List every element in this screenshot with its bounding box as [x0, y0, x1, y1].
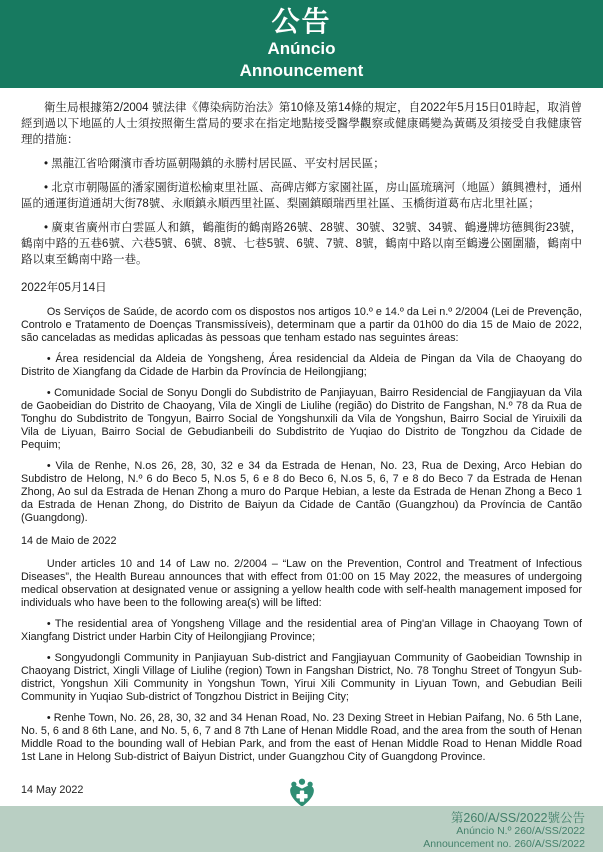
chinese-date: 2022年05月14日	[21, 282, 107, 294]
reference-number-english: Announcement no. 260/A/SS/2022	[423, 837, 585, 850]
portuguese-bullet-beijing: • Comunidade Social de Sonyu Dongli do Subdistrito de Panjiayuan, Bairro Residencial de Fangjiayuan da Vila de Gaobeidian do Distrito de Chaoyang, Vila de Xingli de Liulihe (região) do Distrito de Fangshan, N.º 78 da Rua de Tonghu do Subdistrito de Tongyun, Bairro Social de Yongshunxili da Vila de Yongshun, Bairro Social de Yiruixili da Vila de Liyuan, Bairro Social de Gebudianbeili do Subdistrito de Yuqiao do Distrito de Tongzhou da Cidade de Pequim;	[21, 387, 582, 451]
section-portuguese	[21, 306, 582, 548]
chinese-bullet-guangdong: • 廣東省廣州市白雲區人和鎮，鶴龍街的鶴南路26號、28號、30號、32號、34號、鶴邊牌坊德興街23號，鶴南中路的五巷6號、六巷5號、6號、8號、七巷5號、6號、7號、8號，鶴南中路以南至鶴邊公園圍牆，鶴南中路以東至鶴南中路一巷。	[21, 222, 582, 266]
chinese-intro-paragraph: 衛生局根據第2/2004 號法律《傳染病防治法》第10條及第14條的規定，自2022年5月15日01時起，取消曾經到過以下地區的人士須按照衛生當局的要求在指定地點接受醫學觀察或健康碼變為黃碼及須接受自我健康管理的措施：	[21, 102, 582, 146]
header-banner	[0, 0, 603, 88]
page-title-chinese: 公告	[271, 6, 332, 37]
reference-number-bar	[0, 806, 603, 852]
section-english	[21, 558, 582, 764]
portuguese-bullet-heilongjiang: • Área residencial da Aldeia de Yongsheng, Área residencial da Aldeia de Pingan da Vila de Chaoyang do Distrito de Xiangfang da Cidade de Harbin da Província de Heilongjiang;	[21, 353, 582, 378]
chinese-bullet-heilongjiang: • 黑龍江省哈爾濱市香坊區朝陽鎮的永勝村居民區、平安村居民區；	[44, 158, 385, 170]
english-bullet-guangdong: • Renhe Town, No. 26, 28, 30, 32 and 34 Henan Road, No. 23 Dexing Street in Hebian Paifang, No. 6 5th Lane, No. 5, 6 and 8 6th Lane, and No. 5, 6, 7 and 8 7th Lane of Henan Middle Road, and the area from the south of Henan Middle Road to the bounding wall of Hebian Park, and from the east of Henan Middle Road to Henan Middle Road 1st Lane in Helong Sub-district of Baiyun District, under Guangzhou City of Guangdong Province.	[21, 712, 582, 763]
english-date: 14 May 2022	[21, 784, 84, 796]
english-bullet-heilongjiang: • The residential area of Yongsheng Village and the residential area of Ping'an Village in Chaoyang Town of Xiangfang District under Harbin City of Heilongjiang Province;	[21, 618, 582, 643]
portuguese-date: 14 de Maio de 2022	[21, 535, 117, 547]
reference-number-portuguese: Anúncio N.º 260/A/SS/2022	[456, 825, 585, 837]
english-intro-paragraph: Under articles 10 and 14 of Law no. 2/2004 – “Law on the Prevention, Control and Treatment of Infectious Diseases”, the Health Bureau announces that with effect from 01:00 on 15 May 2022, the measures of undergoing medical observation at designated venue or assigning a yellow health code with self-health management imposed for individuals who have been to the following area(s) will be lifted:	[21, 558, 582, 609]
chinese-bullet-beijing: • 北京市朝陽區的潘家園街道松榆東里社區、高碑店鄉方家園社區，房山區琉璃河（地區）鎮興禮村，通州區的通運街道通胡大街78號、永順鎮永順西里社區、梨園鎮頤瑞西里社區、玉橋街道葛布店北里社區；	[21, 182, 582, 210]
page-title-portuguese: Anúncio	[267, 39, 336, 58]
portuguese-bullet-guangdong: • Vila de Renhe, N.os 26, 28, 30, 32 e 34 da Estrada de Henan, No. 23, Rua de Dexing, Arco Hebian do Subdistro de Helong, N.º 6 do Beco 5, N.os 5, 6 e 8 do Beco 6, N.os 5, 6, 7 e 8 do Beco 7 da Estrada de Henan Zhong, Ao sul da Estrada de Henan Zhong a muro do Parque Hebian, a leste da Estrada de Henan Zhong a Beco 1 da Estrada de Henan Zhong, do Distrito de Baiyun da Cidade de Cantão (Guangzhou) da Província de Cantão (Guangdong).	[21, 460, 582, 524]
page-title-english: Announcement	[239, 61, 364, 80]
reference-number-chinese: 第260/A/SS/2022號公告	[450, 811, 585, 825]
announcement-body	[0, 88, 603, 834]
section-chinese	[21, 100, 582, 296]
portuguese-intro-paragraph: Os Serviços de Saúde, de acordo com os dispostos nos artigos 10.º e 14.º da Lei n.º 2/2004 (Lei de Prevenção, Controlo e Tratamento de Doenças Transmissíveis), determinam que a partir da 01h00 do dia 15 de Maio de 2022, são canceladas as medidas aplicadas às pessoas que tenham estado nas seguintes áreas:	[21, 306, 582, 344]
english-bullet-beijing: • Songyudongli Community in Panjiayuan Sub-district and Fangjiayuan Community of Gaobeidian Township in Chaoyang District, Xingli Village of Liulihe (region) Town in Fangshan District, No. 78 Tonghu Street of Tongyun Sub-district, Yongshun Xili Community in Yongshun Town, Yirui Xili Community in Liyuan Town, and Gebudian Beili Community in Yuqiao Sub-district of Tongzhou District in Beijing City;	[21, 652, 582, 703]
health-bureau-logo-icon	[287, 778, 317, 808]
